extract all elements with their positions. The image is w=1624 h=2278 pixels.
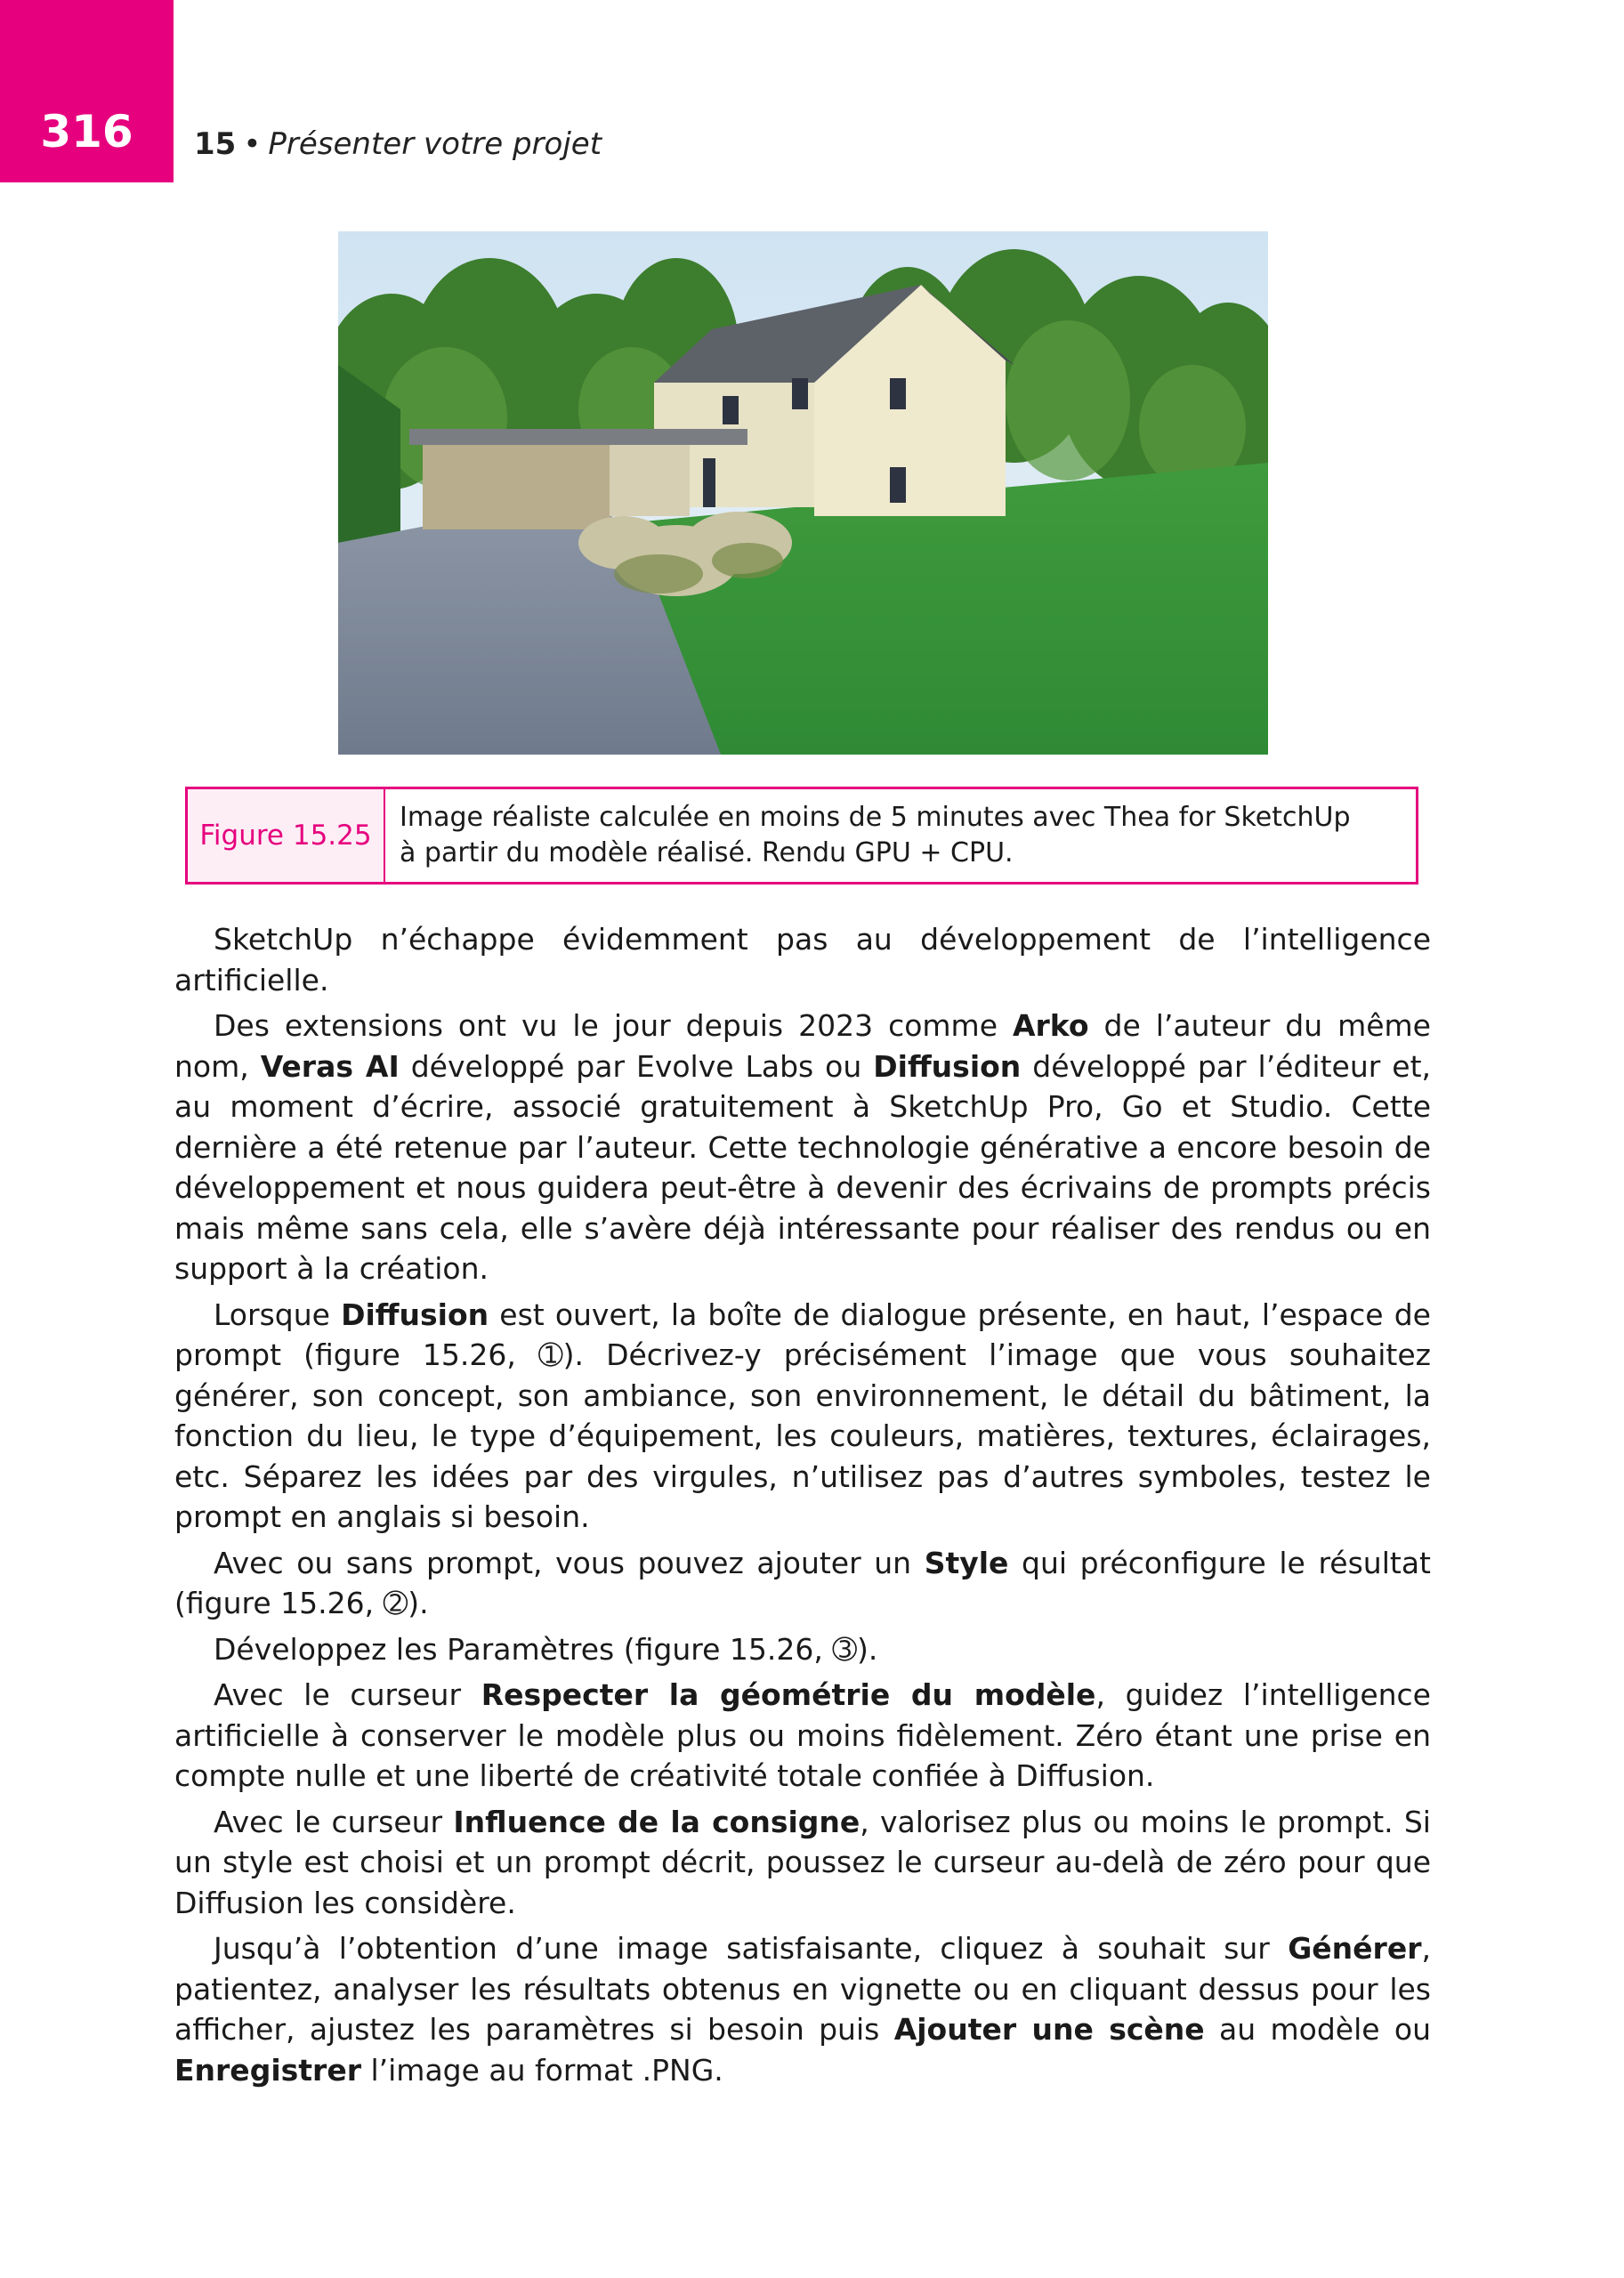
running-head [194, 125, 602, 164]
render-image [338, 231, 1268, 755]
term-ajouter-scene: Ajouter une scène [893, 2012, 1205, 2047]
term-influence-consigne: Influence de la consigne [453, 1804, 860, 1839]
p7-text-a: Avec le curseur [214, 1804, 454, 1839]
separator: • [243, 126, 262, 162]
paragraph-1 [174, 919, 1431, 1000]
figure-caption [185, 787, 1418, 885]
term-style: Style [924, 1545, 1009, 1580]
p4-text-c: qui préconfigure le résultat (figure 15.26, ➁). [174, 1545, 1431, 1620]
term-enregistrer: Enregistrer [174, 2052, 361, 2088]
term-respecter-geometrie: Respecter la géométrie du modèle [481, 1677, 1096, 1712]
p8-text-c: , patientez, analyser les résultats obtenus en vignette ou en cliquant dessus pour les afficher, ajustez les paramètres si besoin puis [174, 1931, 1431, 2047]
p1-text: SketchUp n’échappe évidemment pas au développement de l’intelligence artificielle. [174, 922, 1431, 998]
p8-text-d: au modèle ou [1204, 2012, 1431, 2047]
p8-text-e: l’image au format .PNG. [360, 2052, 723, 2088]
chapter-title: Présenter votre projet [268, 126, 602, 162]
p5-text: Développez les Paramètres (figure 15.26, ➂). [214, 1631, 878, 1667]
p3-text-a: Lorsque [214, 1297, 342, 1332]
p6-text-c: , guidez l’intelligence artificielle à conserver le modèle plus ou moins fidèlement. Zéro étant une prise en compte nulle et une liberté de créativité totale confiée à Diffusion. [174, 1677, 1431, 1793]
p8-text-a: Jusqu’à l’obtention d’une image satisfaisante, cliquez à souhait sur [214, 1931, 1289, 1966]
house-render-illustration [338, 231, 1268, 755]
p3-text-c: est ouvert, la boîte de dialogue présente, en haut, l’espace de prompt (figure 15.26, ➀). Décrivez-y précisément l’image que vous souhaitez générer, son concept, son ambiance, son environnement, le détail du bâtiment, la fonction du lieu, le type d’équipement, les couleurs, matières, textures, éclairages, etc. Séparez les idées par des virgules, n’utilisez pas d’autres symboles, testez le prompt en anglais si besoin. [174, 1297, 1431, 1534]
paragraph-3 [174, 1295, 1431, 1538]
paragraph-5 [174, 1629, 1431, 1670]
figure-label: Figure 15.25 [188, 789, 385, 882]
chapter-number: 15 [194, 126, 237, 162]
paragraph-2 [174, 1006, 1431, 1289]
body-text [174, 919, 1431, 2096]
figure-caption-text [400, 800, 1398, 871]
p2-text-d: développé par Evolve Labs ou [399, 1048, 874, 1084]
paragraph-6 [174, 1675, 1431, 1797]
term-diffusion-2: Diffusion [341, 1297, 489, 1332]
p7-text-c: , valorisez plus ou moins le prompt. Si un style est choisi et un prompt décrit, poussez le curseur au-delà de zéro pour que Diffusion les considère. [174, 1804, 1431, 1920]
p2-text-a: Des extensions ont vu le jour depuis 2023 comme [214, 1008, 1013, 1043]
term-arko: Arko [1012, 1008, 1089, 1043]
caption-line-2: à partir du modèle réalisé. Rendu GPU + CPU. [400, 837, 1014, 868]
page-number: 316 [40, 106, 133, 158]
p6-text-a: Avec le curseur [214, 1677, 481, 1712]
paragraph-7 [174, 1802, 1431, 1924]
paragraph-4 [174, 1543, 1431, 1624]
term-veras-ai: Veras AI [260, 1048, 400, 1084]
p2-text-c: de l’auteur du même nom, [174, 1008, 1431, 1084]
p2-text-e: développé par l’éditeur et, au moment d’écrire, associé gratuitement à SketchUp Pro, Go et Studio. Cette dernière a été retenue par l’auteur. Cette technologie générative a encore besoin de développement et nous guidera peut-être à devenir des écrivains de prompts précis mais même sans cela, elle s’avère déjà intéressante pour réaliser des rendus ou en support à la création. [174, 1048, 1432, 1286]
caption-line-1: Image réaliste calculée en moins de 5 minutes avec Thea for SketchUp [400, 802, 1351, 833]
term-diffusion: Diffusion [873, 1048, 1022, 1084]
p4-text-a: Avec ou sans prompt, vous pouvez ajouter un [214, 1545, 925, 1580]
paragraph-8 [174, 1928, 1431, 2090]
term-generer: Générer [1288, 1931, 1422, 1966]
